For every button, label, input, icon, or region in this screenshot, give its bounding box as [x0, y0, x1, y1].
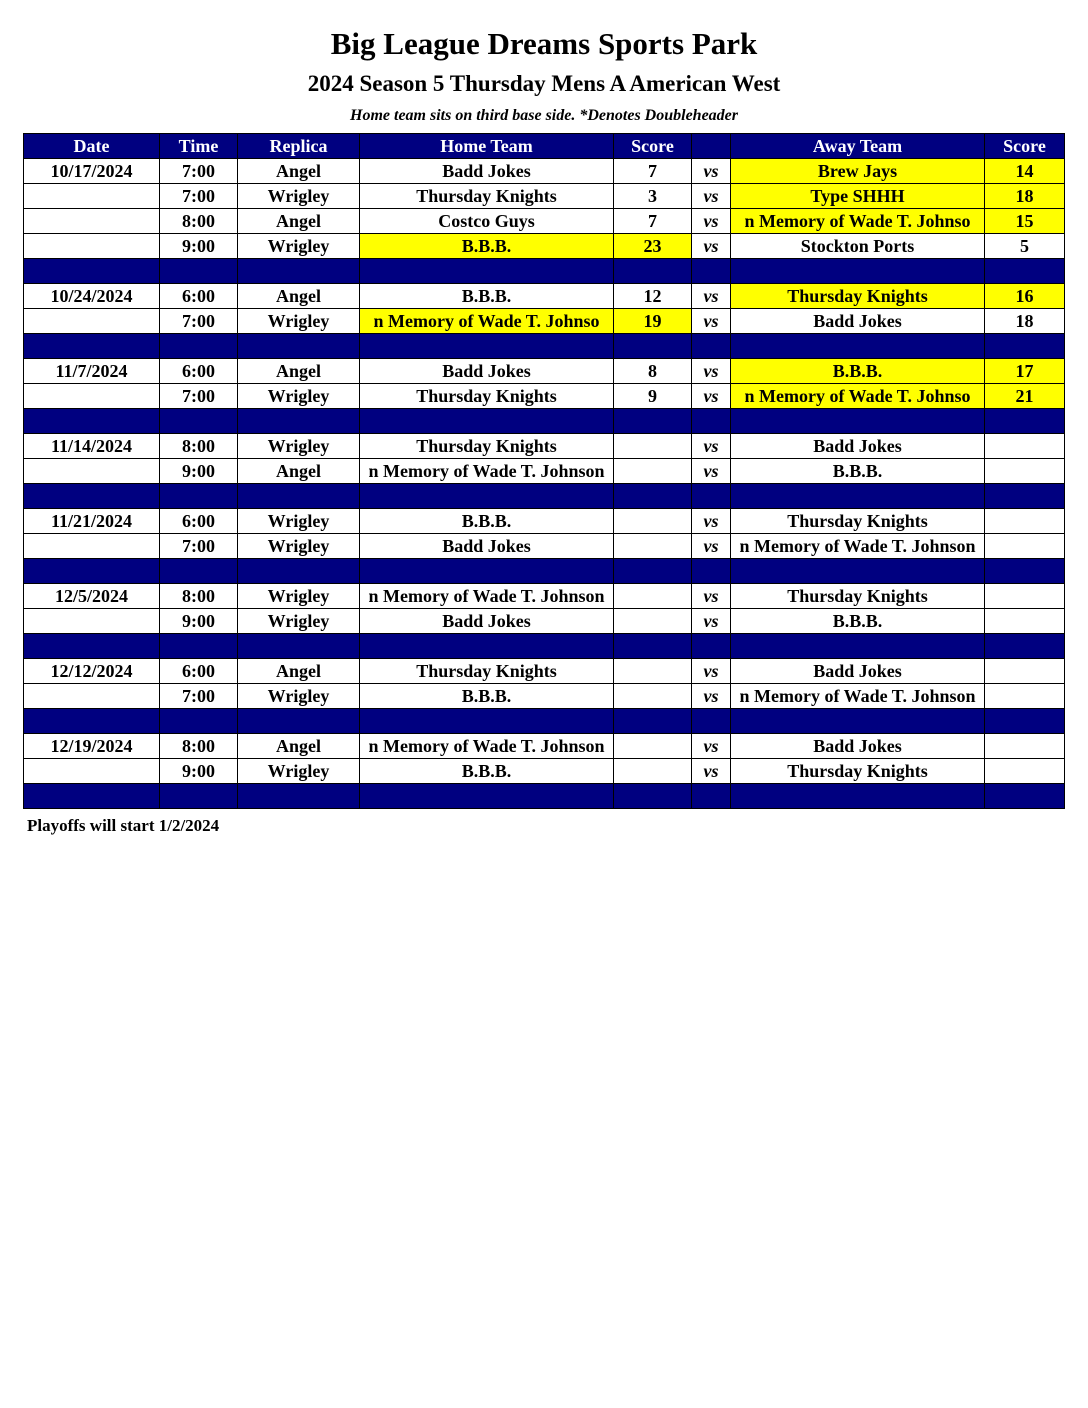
game-time: 7:00 — [160, 534, 238, 559]
separator-cell — [692, 709, 731, 734]
separator-cell — [731, 559, 985, 584]
table-row — [24, 509, 1065, 534]
separator-cell — [731, 709, 985, 734]
game-time: 7:00 — [160, 159, 238, 184]
separator-cell — [360, 409, 614, 434]
game-date: 11/7/2024 — [24, 359, 160, 384]
schedule-body — [24, 159, 1065, 809]
vs-label: vs — [692, 584, 731, 609]
away-score: 5 — [985, 234, 1065, 259]
separator-cell — [360, 559, 614, 584]
table-row — [24, 309, 1065, 334]
vs-label: vs — [692, 359, 731, 384]
vs-label: vs — [692, 659, 731, 684]
week-separator-row — [24, 259, 1065, 284]
away-score: 21 — [985, 384, 1065, 409]
vs-label: vs — [692, 759, 731, 784]
separator-cell — [614, 334, 692, 359]
game-replica: Wrigley — [238, 509, 360, 534]
separator-cell — [692, 559, 731, 584]
separator-cell — [24, 484, 160, 509]
separator-cell — [731, 484, 985, 509]
home-score: 8 — [614, 359, 692, 384]
home-score: 3 — [614, 184, 692, 209]
home-team: Thursday Knights — [360, 434, 614, 459]
separator-cell — [160, 634, 238, 659]
away-score: 17 — [985, 359, 1065, 384]
game-replica: Wrigley — [238, 684, 360, 709]
separator-cell — [24, 259, 160, 284]
game-date: 12/5/2024 — [24, 584, 160, 609]
home-team-note: Home team sits on third base side. *Denotes Doubleheader — [350, 107, 738, 124]
home-score: 9 — [614, 384, 692, 409]
home-team: B.B.B. — [360, 284, 614, 309]
home-team: n Memory of Wade T. Johnson — [360, 459, 614, 484]
table-row — [24, 159, 1065, 184]
separator-cell — [160, 559, 238, 584]
separator-cell — [160, 784, 238, 809]
game-time: 6:00 — [160, 359, 238, 384]
separator-cell — [360, 634, 614, 659]
game-replica: Wrigley — [238, 609, 360, 634]
game-time: 9:00 — [160, 609, 238, 634]
vs-label: vs — [692, 384, 731, 409]
game-date — [24, 234, 160, 259]
away-score — [985, 684, 1065, 709]
game-date: 12/19/2024 — [24, 734, 160, 759]
home-score: 23 — [614, 234, 692, 259]
home-score — [614, 459, 692, 484]
home-team: B.B.B. — [360, 234, 614, 259]
game-replica: Wrigley — [238, 309, 360, 334]
away-team: B.B.B. — [731, 459, 985, 484]
home-score — [614, 609, 692, 634]
home-score — [614, 659, 692, 684]
week-separator-row — [24, 334, 1065, 359]
table-row — [24, 434, 1065, 459]
home-team: Thursday Knights — [360, 659, 614, 684]
separator-cell — [731, 634, 985, 659]
vs-label: vs — [692, 184, 731, 209]
vs-label: vs — [692, 509, 731, 534]
away-score: 15 — [985, 209, 1065, 234]
away-score — [985, 534, 1065, 559]
away-score — [985, 759, 1065, 784]
table-row — [24, 584, 1065, 609]
table-row — [24, 234, 1065, 259]
table-row — [24, 684, 1065, 709]
separator-cell — [360, 334, 614, 359]
page-subtitle: 2024 Season 5 Thursday Mens A American West — [307, 71, 781, 96]
away-team: n Memory of Wade T. Johnson — [731, 534, 985, 559]
week-separator-row — [24, 559, 1065, 584]
separator-cell — [238, 484, 360, 509]
game-time: 9:00 — [160, 459, 238, 484]
away-team: Stockton Ports — [731, 234, 985, 259]
game-time: 8:00 — [160, 584, 238, 609]
game-replica: Wrigley — [238, 759, 360, 784]
table-row — [24, 534, 1065, 559]
game-replica: Angel — [238, 209, 360, 234]
game-replica: Wrigley — [238, 584, 360, 609]
game-time: 8:00 — [160, 434, 238, 459]
separator-cell — [360, 709, 614, 734]
table-row — [24, 609, 1065, 634]
game-time: 9:00 — [160, 234, 238, 259]
game-replica: Angel — [238, 659, 360, 684]
away-score — [985, 659, 1065, 684]
home-score: 19 — [614, 309, 692, 334]
home-team: Thursday Knights — [360, 384, 614, 409]
separator-cell — [692, 484, 731, 509]
separator-cell — [24, 784, 160, 809]
vs-label: vs — [692, 684, 731, 709]
away-team: Badd Jokes — [731, 309, 985, 334]
game-replica: Angel — [238, 159, 360, 184]
separator-cell — [24, 334, 160, 359]
separator-cell — [238, 334, 360, 359]
separator-cell — [614, 484, 692, 509]
col-header-home-score: Score — [614, 134, 692, 159]
home-team: Badd Jokes — [360, 609, 614, 634]
page-title: Big League Dreams Sports Park — [330, 26, 758, 61]
table-row — [24, 184, 1065, 209]
col-header-vs — [692, 134, 731, 159]
away-team: Thursday Knights — [731, 584, 985, 609]
table-row — [24, 284, 1065, 309]
separator-cell — [692, 334, 731, 359]
home-team: Badd Jokes — [360, 159, 614, 184]
away-team: Type SHHH — [731, 184, 985, 209]
table-row — [24, 359, 1065, 384]
separator-cell — [731, 784, 985, 809]
away-team: Badd Jokes — [731, 734, 985, 759]
game-date — [24, 309, 160, 334]
home-score: 7 — [614, 159, 692, 184]
game-replica: Angel — [238, 284, 360, 309]
separator-cell — [985, 784, 1065, 809]
vs-label: vs — [692, 159, 731, 184]
game-date — [24, 534, 160, 559]
home-team: B.B.B. — [360, 684, 614, 709]
separator-cell — [692, 634, 731, 659]
col-header-away-team: Away Team — [731, 134, 985, 159]
home-score — [614, 734, 692, 759]
game-time: 7:00 — [160, 684, 238, 709]
table-row — [24, 759, 1065, 784]
col-header-time: Time — [160, 134, 238, 159]
separator-cell — [731, 409, 985, 434]
playoffs-note: Playoffs will start 1/2/2024 — [27, 816, 220, 835]
separator-cell — [360, 484, 614, 509]
game-replica: Wrigley — [238, 234, 360, 259]
away-team: n Memory of Wade T. Johnso — [731, 209, 985, 234]
separator-cell — [238, 259, 360, 284]
home-team: n Memory of Wade T. Johnso — [360, 309, 614, 334]
game-date — [24, 684, 160, 709]
separator-cell — [238, 784, 360, 809]
game-replica: Angel — [238, 359, 360, 384]
week-separator-row — [24, 409, 1065, 434]
separator-cell — [985, 334, 1065, 359]
away-score: 18 — [985, 184, 1065, 209]
game-time: 8:00 — [160, 209, 238, 234]
home-team: Badd Jokes — [360, 359, 614, 384]
separator-cell — [614, 559, 692, 584]
game-replica: Wrigley — [238, 534, 360, 559]
game-replica: Angel — [238, 734, 360, 759]
game-date: 11/21/2024 — [24, 509, 160, 534]
separator-cell — [985, 634, 1065, 659]
vs-label: vs — [692, 209, 731, 234]
game-time: 6:00 — [160, 284, 238, 309]
separator-cell — [985, 484, 1065, 509]
vs-label: vs — [692, 609, 731, 634]
separator-cell — [160, 334, 238, 359]
game-date — [24, 609, 160, 634]
separator-cell — [238, 559, 360, 584]
game-date — [24, 184, 160, 209]
col-header-away-score: Score — [985, 134, 1065, 159]
separator-cell — [160, 709, 238, 734]
vs-label: vs — [692, 434, 731, 459]
vs-label: vs — [692, 734, 731, 759]
home-score — [614, 684, 692, 709]
schedule-table — [23, 133, 1065, 809]
table-row — [24, 209, 1065, 234]
separator-cell — [24, 409, 160, 434]
game-time: 6:00 — [160, 659, 238, 684]
table-row — [24, 734, 1065, 759]
vs-label: vs — [692, 309, 731, 334]
separator-cell — [985, 259, 1065, 284]
home-score: 12 — [614, 284, 692, 309]
home-team: B.B.B. — [360, 759, 614, 784]
away-score — [985, 434, 1065, 459]
table-row — [24, 384, 1065, 409]
separator-cell — [614, 409, 692, 434]
home-score — [614, 759, 692, 784]
home-score — [614, 509, 692, 534]
separator-cell — [692, 784, 731, 809]
vs-label: vs — [692, 284, 731, 309]
game-replica: Wrigley — [238, 434, 360, 459]
separator-cell — [692, 259, 731, 284]
game-time: 7:00 — [160, 384, 238, 409]
game-time: 7:00 — [160, 184, 238, 209]
game-replica: Wrigley — [238, 184, 360, 209]
game-date — [24, 209, 160, 234]
away-team: Badd Jokes — [731, 659, 985, 684]
separator-cell — [24, 709, 160, 734]
home-score: 7 — [614, 209, 692, 234]
game-time: 9:00 — [160, 759, 238, 784]
separator-cell — [985, 709, 1065, 734]
separator-cell — [360, 259, 614, 284]
separator-cell — [238, 709, 360, 734]
away-team: Badd Jokes — [731, 434, 985, 459]
away-score — [985, 609, 1065, 634]
home-score — [614, 434, 692, 459]
table-row — [24, 659, 1065, 684]
away-score: 18 — [985, 309, 1065, 334]
away-team: Thursday Knights — [731, 759, 985, 784]
game-date — [24, 384, 160, 409]
game-time: 8:00 — [160, 734, 238, 759]
away-score — [985, 509, 1065, 534]
table-row — [24, 459, 1065, 484]
game-date — [24, 759, 160, 784]
home-team: n Memory of Wade T. Johnson — [360, 734, 614, 759]
game-replica: Wrigley — [238, 384, 360, 409]
separator-cell — [160, 409, 238, 434]
game-date: 11/14/2024 — [24, 434, 160, 459]
game-time: 6:00 — [160, 509, 238, 534]
separator-cell — [24, 634, 160, 659]
separator-cell — [238, 409, 360, 434]
week-separator-row — [24, 634, 1065, 659]
separator-cell — [985, 559, 1065, 584]
separator-cell — [160, 259, 238, 284]
week-separator-row — [24, 709, 1065, 734]
away-team: Thursday Knights — [731, 509, 985, 534]
separator-cell — [614, 259, 692, 284]
separator-cell — [160, 484, 238, 509]
vs-label: vs — [692, 234, 731, 259]
vs-label: vs — [692, 534, 731, 559]
away-team: B.B.B. — [731, 609, 985, 634]
col-header-replica: Replica — [238, 134, 360, 159]
header-row — [24, 134, 1065, 159]
game-date: 12/12/2024 — [24, 659, 160, 684]
separator-cell — [731, 334, 985, 359]
home-team: Thursday Knights — [360, 184, 614, 209]
separator-cell — [238, 634, 360, 659]
week-separator-row — [24, 484, 1065, 509]
game-date — [24, 459, 160, 484]
week-separator-row — [24, 784, 1065, 809]
separator-cell — [24, 559, 160, 584]
away-team: Thursday Knights — [731, 284, 985, 309]
home-team: Costco Guys — [360, 209, 614, 234]
separator-cell — [692, 409, 731, 434]
home-score — [614, 584, 692, 609]
separator-cell — [614, 634, 692, 659]
game-replica: Angel — [238, 459, 360, 484]
away-team: n Memory of Wade T. Johnso — [731, 384, 985, 409]
separator-cell — [614, 784, 692, 809]
away-team: B.B.B. — [731, 359, 985, 384]
away-score: 14 — [985, 159, 1065, 184]
game-date: 10/17/2024 — [24, 159, 160, 184]
away-score — [985, 734, 1065, 759]
home-team: n Memory of Wade T. Johnson — [360, 584, 614, 609]
vs-label: vs — [692, 459, 731, 484]
away-score — [985, 584, 1065, 609]
separator-cell — [614, 709, 692, 734]
away-score — [985, 459, 1065, 484]
separator-cell — [360, 784, 614, 809]
col-header-date: Date — [24, 134, 160, 159]
col-header-home-team: Home Team — [360, 134, 614, 159]
away-team: n Memory of Wade T. Johnson — [731, 684, 985, 709]
away-score: 16 — [985, 284, 1065, 309]
away-team: Brew Jays — [731, 159, 985, 184]
home-team: B.B.B. — [360, 509, 614, 534]
separator-cell — [731, 259, 985, 284]
game-time: 7:00 — [160, 309, 238, 334]
separator-cell — [985, 409, 1065, 434]
game-date: 10/24/2024 — [24, 284, 160, 309]
home-score — [614, 534, 692, 559]
home-team: Badd Jokes — [360, 534, 614, 559]
